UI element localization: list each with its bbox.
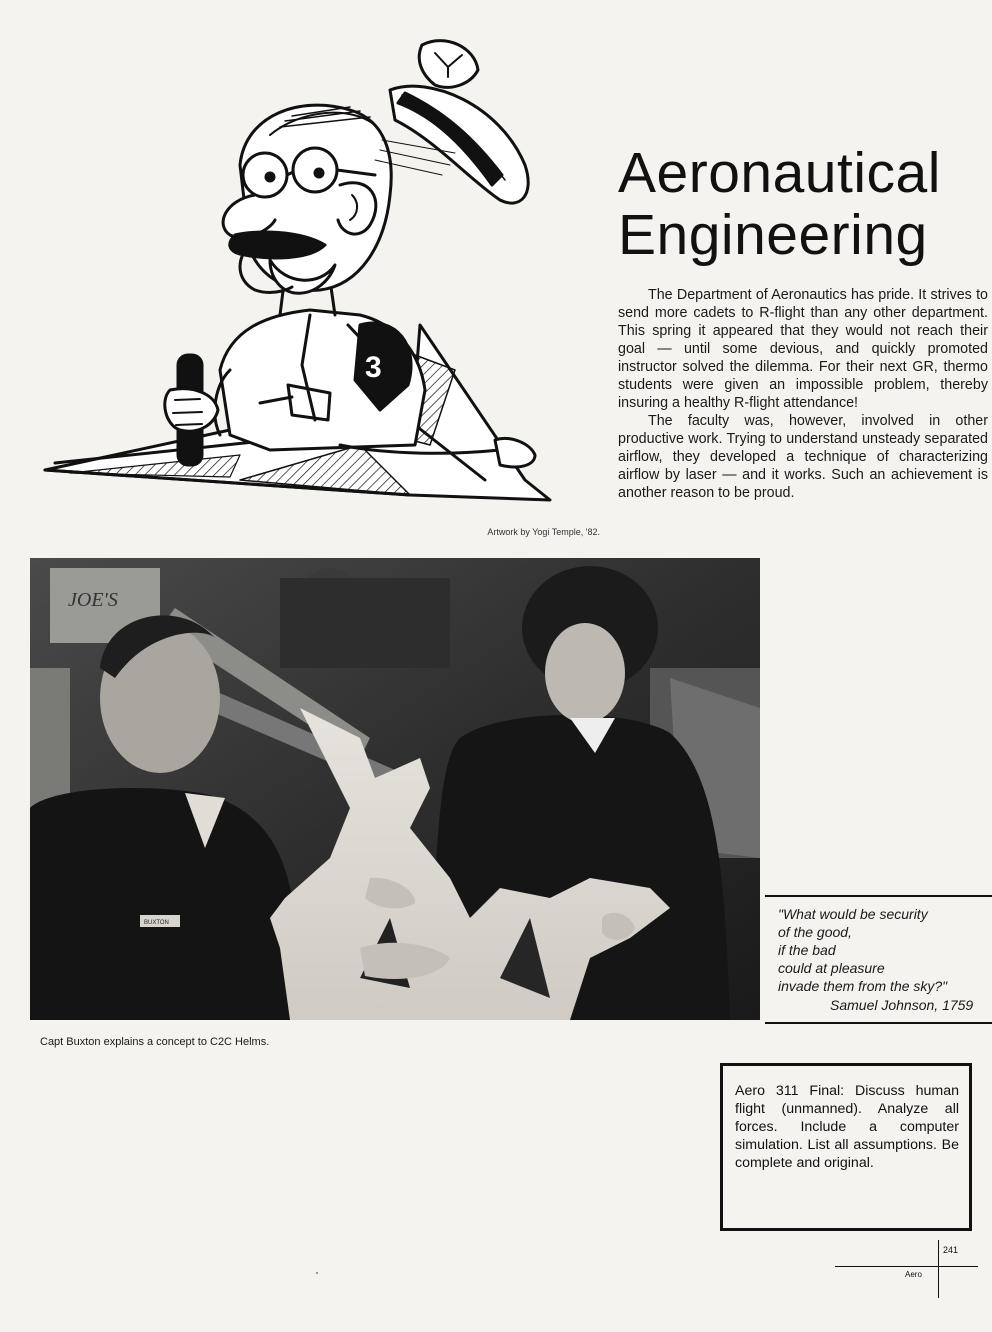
body-paragraph-2: The faculty was, however, involved in other productive work. Trying to understand unsteady separated airflow, they developed a technique of characterizing airflow by laser — and it works. Such an achievement is another reason to be proud. xyxy=(618,413,988,501)
quote-attribution: Samuel Johnson, 1759 xyxy=(830,997,974,1013)
page-number: 241 xyxy=(943,1245,959,1255)
page-title xyxy=(618,142,978,266)
title-line-1: Aeronautical xyxy=(618,141,941,205)
photo xyxy=(30,558,760,1020)
quote-block xyxy=(778,905,992,995)
artwork-credit: Artwork by Yogi Temple, '82. xyxy=(487,527,600,537)
svg-text:JOE'S: JOE'S xyxy=(68,589,118,611)
quote-line: could at pleasure xyxy=(778,960,885,976)
photo-caption: Capt Buxton explains a concept to C2C Helms. xyxy=(40,1036,270,1048)
title-line-2: Engineering xyxy=(618,203,928,267)
folio-rule-horizontal xyxy=(835,1266,978,1267)
quote-line: invade them from the sky?" xyxy=(778,978,948,994)
section-label: Aero xyxy=(905,1270,922,1279)
cartoon-illustration xyxy=(30,25,565,525)
quote-rule-bottom xyxy=(765,1022,992,1024)
print-speck xyxy=(316,1272,318,1274)
article-body xyxy=(618,286,988,502)
body-paragraph-1: The Department of Aeronautics has pride. It strives to send more cadets to R-flight than any other department. This spring it appeared that they would not reach their goal — until some devious, and quickly promoted instructor solved the dilemma. For their next GR, thermo students were given an impossible problem, thereby insuring a healthy R-flight attendance! xyxy=(618,287,988,411)
quote-line: of the good, xyxy=(778,924,852,940)
exam-text: Aero 311 Final: Discuss human flight (unmanned). Analyze all forces. Include a computer simulation. List all assumptions. Be complete and original. xyxy=(735,1083,959,1171)
quote-line: if the bad xyxy=(778,942,836,958)
patch-number: 3 xyxy=(365,351,382,384)
photo-name-tag: BUXTON xyxy=(144,920,169,926)
quote-line: "What would be security xyxy=(778,906,928,922)
quote-rule-top xyxy=(765,895,992,897)
photo-image xyxy=(30,558,760,1020)
folio-rule-vertical xyxy=(938,1240,939,1298)
